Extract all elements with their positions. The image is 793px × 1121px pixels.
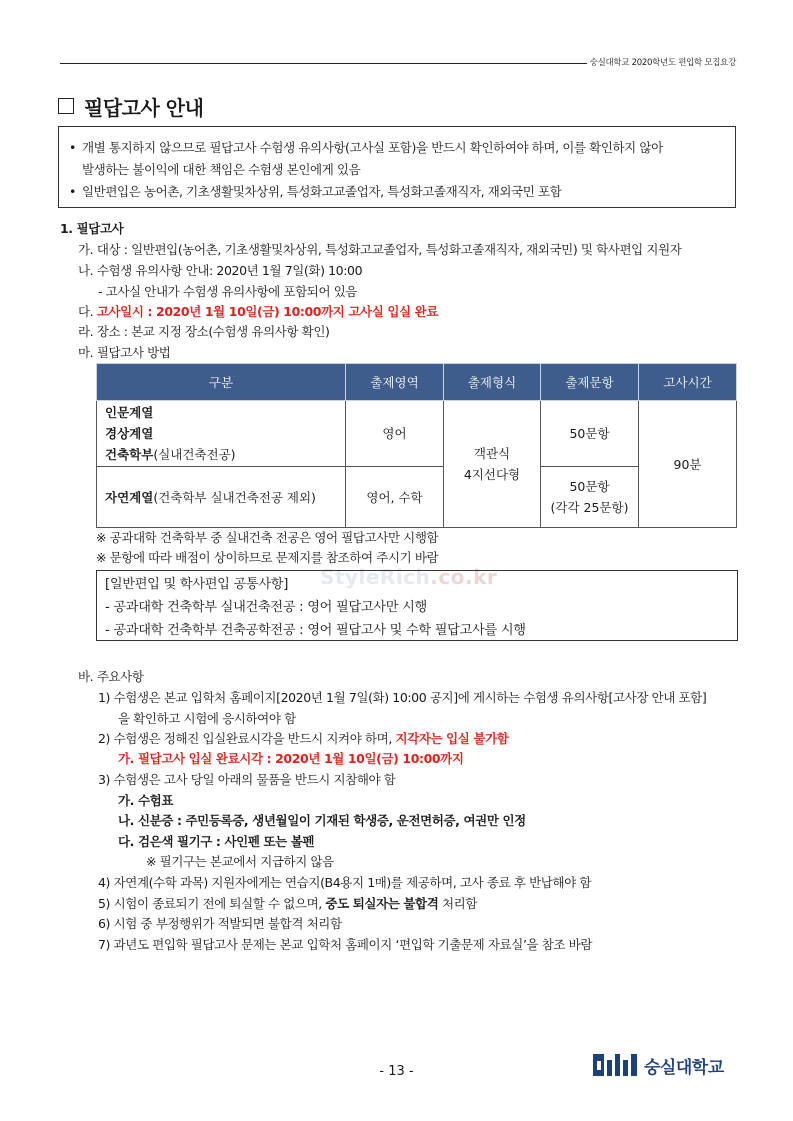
late-warning: 지각자는 입실 불가함 — [395, 731, 509, 746]
main-item-3-ga: 가. 수험표 — [118, 793, 174, 808]
main-item-4: 4) 자연계(수학 과목) 지원자에게는 연습지(B4용지 1매)를 제공하며, 고사 종료 후 반납해야 함 — [98, 875, 592, 890]
common-title: [일반편입 및 학사편입 공통사항] — [105, 577, 289, 592]
main-item-5: 5) 시험이 종료되기 전에 퇴실할 수 없으며, 중도 퇴실자는 불합격 처리함 — [98, 896, 478, 911]
item-na: 나. 수험생 유의사항 안내: 2020년 1월 7일(화) 10:00 — [78, 263, 363, 278]
common-line-1: - 공과대학 건축학부 실내건축전공 : 영어 필답고사만 시행 — [105, 600, 427, 615]
row2-category: 자연계열(건축학부 실내건축전공 제외) — [97, 467, 346, 528]
row1-area: 영어 — [346, 401, 444, 467]
checkbox-square-icon — [58, 98, 74, 114]
main-item-2-sub: 가. 필답고사 입실 완료시각 : 2020년 1월 10일(금) 10:00까지 — [118, 751, 464, 766]
table-header-row — [97, 364, 737, 401]
running-header: 숭실대학교 2020학년도 편입학 모집요강 — [587, 56, 736, 68]
col-header-format: 출제형식 — [444, 364, 541, 401]
university-logo — [592, 1052, 724, 1078]
subsection-heading: 1. 필답고사 — [60, 221, 124, 236]
common-notice-box — [96, 570, 738, 641]
main-item-3-da: 다. 검은색 필기구 : 사인펜 또는 볼펜 — [118, 834, 315, 849]
item-ra: 라. 장소 : 본교 지정 장소(수험생 유의사항 확인) — [78, 324, 330, 339]
main-item-7: 7) 과년도 편입학 필답고사 문제는 본교 입학처 홈페이지 ‘편입학 기출문제 자료실’을 참조 바람 — [98, 937, 593, 952]
main-heading: 바. 주요사항 — [78, 669, 144, 684]
table-note-2: ※ 문항에 따라 배점이 상이하므로 문제지를 참조하여 주시기 바람 — [96, 550, 439, 565]
col-header-time: 고사시간 — [639, 364, 737, 401]
watermark: StyleRich.co.kr — [320, 565, 498, 589]
university-emblem-icon — [592, 1052, 638, 1078]
item-ma: 마. 필답고사 방법 — [78, 345, 171, 360]
exam-time: 90분 — [639, 401, 737, 528]
item-da: 다. 고사일시 : 2020년 1월 10일(금) 10:00까지 고사실 입실 완료 — [78, 304, 439, 319]
section-title-text: 필답고사 안내 — [84, 96, 204, 120]
table-row — [97, 401, 737, 467]
row1-category: 인문계열 경상계열 건축학부(실내건축전공) — [97, 401, 346, 467]
main-item-3: 3) 수험생은 고사 당일 아래의 물품을 반드시 지참해야 함 — [98, 772, 396, 787]
item-ga: 가. 대상 : 일반편입(농어촌, 기초생활및차상위, 특성화고교졸업자, 특성화고졸재직자, 재외국민) 및 학사편입 지원자 — [78, 242, 682, 257]
page-number: - 13 - — [379, 1064, 414, 1079]
item-na-sub: - 고사실 안내가 수험생 유의사항에 포함되어 있음 — [98, 284, 358, 299]
notice-bullet-1: • 개별 통지하지 않으므로 필답고사 수험생 유의사항(고사실 포함)을 반드시 확인하여야 하며, 이를 확인하지 않아 발생하는 불이익에 대한 책임은 수험생 본인에게 있음 — [69, 137, 727, 181]
col-header-area: 출제영역 — [346, 364, 444, 401]
notice-box — [58, 126, 736, 208]
section-title — [58, 92, 203, 121]
exam-format: 객관식 4지선다형 — [444, 401, 541, 528]
notice-bullet-2: • 일반편입은 농어촌, 기초생활및차상위, 특성화고교졸업자, 특성화고졸재직자, 재외국민 포함 — [69, 181, 727, 203]
table-note-1: ※ 공과대학 건축학부 중 실내건축 전공은 영어 필답고사만 시행함 — [96, 530, 439, 545]
main-item-1: 1) 수험생은 본교 입학처 홈페이지[2020년 1월 7일(화) 10:00 공지]에 게시하는 수험생 유의사항[고사장 안내 포함] — [98, 690, 707, 705]
main-item-1-cont: 을 확인하고 시험에 응시하여야 함 — [118, 711, 296, 726]
exam-datetime: 고사일시 : 2020년 1월 10일(금) 10:00까지 고사실 입실 완료 — [96, 304, 439, 319]
row1-count: 50문항 — [541, 401, 639, 467]
main-item-2: 2) 수험생은 정해진 입실완료시각을 반드시 지켜야 하며, 지각자는 입실 불가함 — [98, 731, 509, 746]
logo-text: 숭실대학교 — [644, 1057, 724, 1078]
main-item-3-na: 나. 신분증 : 주민등록증, 생년월일이 기재된 학생증, 운전면허증, 여권만 인정 — [118, 813, 526, 828]
col-header-count: 출제문항 — [541, 364, 639, 401]
common-line-2: - 공과대학 건축학부 건축공학전공 : 영어 필답고사 및 수학 필답고사를 시행 — [105, 623, 526, 638]
exam-method-table — [96, 363, 737, 528]
main-item-6: 6) 시험 중 부정행위가 적발되면 불합격 처리함 — [98, 916, 342, 931]
main-item-3-note: ※ 필기구는 본교에서 지급하지 않음 — [146, 854, 334, 869]
row2-area: 영어, 수학 — [346, 467, 444, 528]
row2-count: 50문항 (각각 25문항) — [541, 467, 639, 528]
col-header-category: 구분 — [97, 364, 346, 401]
